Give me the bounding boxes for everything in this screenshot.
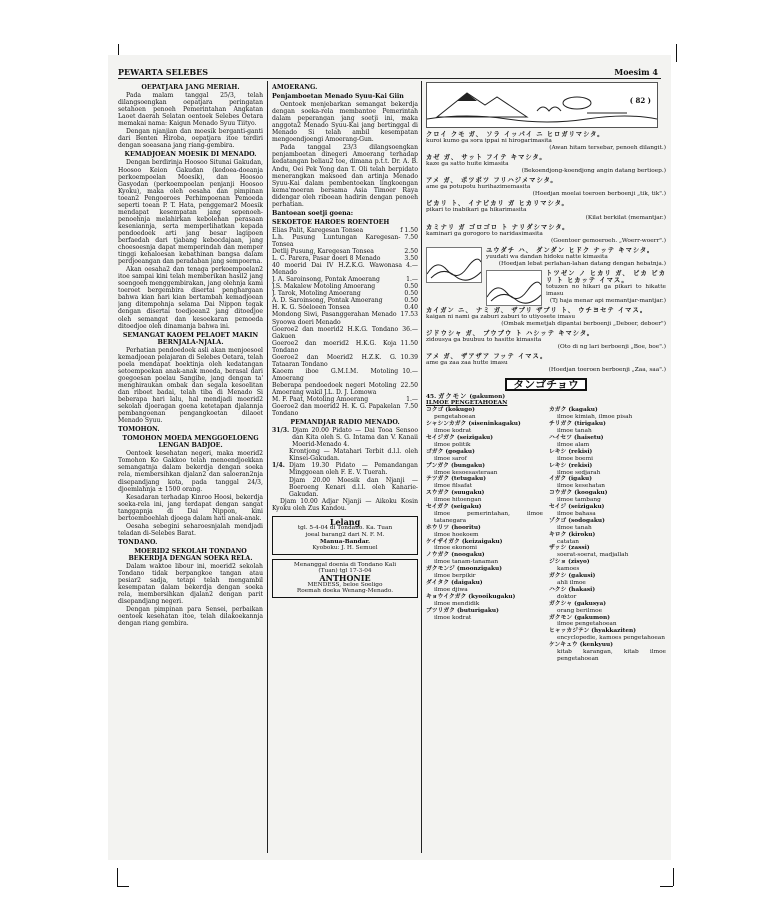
vocabulary-item	[549, 407, 666, 421]
donation-name: M. F. Paat, Motoling Amoerang	[272, 396, 369, 404]
radio-date	[272, 477, 286, 498]
radio-program: Djam 20.00 Pidato — Dai Tooa Sensoo dan Kita oleh S. G. Intama dan V. Kanaii Moerid-Menado 4.	[292, 427, 418, 449]
radio-program: Krontjong — Matahari Terbit d.l.l. oleh Kinsei-Gakudan.	[289, 448, 418, 463]
vocabulary-item	[426, 476, 543, 490]
lesson-romaji: kuroi kumo ga sora ippai ni hirogarimasita	[426, 138, 552, 145]
vocabulary-item	[549, 628, 666, 642]
radio-date	[272, 448, 286, 462]
advert-line: Roemah doeka Wenang-Menado.	[296, 588, 394, 595]
vocabulary-meaning: ilmoe alam	[557, 441, 590, 448]
donation-name: H. K. G. Sóeloeen Tonsea	[272, 304, 350, 312]
vocabulary-word: コウガク (koogaku)	[549, 490, 608, 497]
vocabulary-item	[549, 421, 666, 435]
lesson-translation: (Hoedjan moelai toeroen berboenji „tik, tik".)	[532, 191, 666, 198]
lesson-romaji: kaminari ga gorogoro to naridasimasita	[426, 230, 543, 237]
vocabulary-item	[549, 476, 666, 490]
lesson-number: ( 82 )	[629, 96, 651, 105]
advert-brand: Lelang	[329, 516, 361, 527]
donation-amount: 1.—	[406, 276, 418, 284]
vocabulary-word: ガクシャ (gakusya)	[549, 600, 607, 607]
vocabulary-word: コクゴ (kokugo)	[426, 407, 475, 414]
vocabulary-item	[549, 559, 666, 573]
donation-name: Goeroe2 dan moerid2 H.K.G. Koja Tondano	[272, 339, 397, 354]
article-paragraph: Oesaha sebegini seharoesnjalah mendjadi teladan di-Selebes Barat.	[118, 522, 263, 537]
donation-amount: 2.50	[404, 248, 418, 256]
article-paragraph: Pada tanggal 23/3 dilangsoengkan penjamboetan dinegeri Amoerang terhadap kedatangan beliau2 toe, dimana p.t.t. Dr. A. B. Andu, Oei Pek Yong dan T. Oli telah berpidato menerangkan maksoed dan artinja Menado Syuu-Kai dalam pembentoekan lingkoengan kema'moeran bersama Asia Timoer Raya didengar oleh riboean hadirin dengan penoeh perhatian.	[272, 144, 418, 208]
article-paragraph: Pada malam tanggal 25/3, telah dilangsoengkan oepatjara peringatan setahoen penoeh Pemerintahan Angkatan Laoet daerah Selatan oentoek Selebes Oetara memakai nama: Kaigun Menado Syuu Tiityo.	[118, 92, 263, 128]
mountain-lake-illustration	[427, 83, 657, 127]
vocabulary-item	[426, 421, 543, 435]
lesson-japanese: ユウダチ ハ、 ダンダン ヒドク ナッテ キマシタ。	[486, 246, 655, 254]
vocabulary-word: キロク (kiroku)	[549, 531, 596, 538]
vocabulary-item	[549, 532, 666, 546]
masthead-rule	[118, 78, 661, 79]
vocabulary-item	[426, 608, 543, 622]
vocabulary-meaning: encyclopedie, kamoes pengetahoean	[557, 635, 665, 642]
article-paragraph: Kesadaran terhadap Kinroo Hoosi, bekerdja soeka-rela ini, jang terdapat dengan sangat tanggapnja di Dai Nippon, kini bertoemboehlah djoega dalam hati anak-anak.	[118, 493, 263, 522]
advert-line: MENDESS, beloe Soeligo	[307, 581, 383, 588]
donation-amount: 10.39	[400, 353, 418, 361]
vocabulary-item	[549, 449, 666, 463]
vocabulary-item	[426, 504, 543, 525]
vocabulary-meaning: pengetahoean	[434, 414, 476, 421]
vocabulary-meaning: ilmoe tanam-tanaman	[434, 559, 499, 566]
vocabulary-title-box: タンゴチョウ	[505, 378, 587, 391]
masthead-title: PEWARTA SELEBES	[118, 67, 209, 77]
donation-row	[272, 354, 418, 368]
vocabulary-meaning: ilmoe boemi	[557, 455, 593, 462]
column-middle	[272, 82, 418, 852]
lesson-japanese: ピカリ ト、 イナビカリ ガ ヒカリマシタ。	[426, 200, 569, 208]
article-heading: TONDANO.	[118, 538, 158, 546]
crop-mark-top-right	[676, 44, 677, 62]
donation-name: L. C. Parera, Pasar doeri 8 Menado	[272, 255, 381, 263]
lesson-item	[426, 200, 666, 221]
vocabulary-word: ザッシ (zassi)	[549, 545, 590, 552]
donation-name: Elias Palit, Karegesan Tonsea	[272, 226, 364, 234]
vocabulary-meaning: ilmoe pengetahoean	[557, 621, 617, 628]
donation-name: J.S. Makalew Motoling Amoerang	[272, 283, 376, 291]
vocabulary-item	[549, 615, 666, 629]
vocabulary-item	[426, 435, 543, 449]
lesson-translation: (Goentoer gemoeroeh. „Woerr-woerr".)	[550, 237, 666, 244]
column-rule-1	[267, 81, 268, 853]
lesson-translation: (Oto di ng lari berboenji „Boe, boe".)	[557, 344, 666, 351]
donation-name: J. A. Saroinsong, Pontak Amoerang	[272, 276, 380, 284]
radio-program: Djam 20.00 Moesik dan Njanji — Boeroeng Kenari d.l.l. oleh Kanarie-Gakudan.	[289, 476, 418, 498]
lesson-romaji: ame ga zaa zaa hutte imasu	[426, 360, 508, 367]
vocabulary-word: ガクシ (gakusi)	[549, 573, 596, 580]
lesson-translation: (Bekoendjong-koendjong angin datang bertioep.)	[521, 168, 666, 175]
vocabulary-word: セイジ (seizigaku)	[549, 504, 605, 511]
vocabulary-word: ノウガク (noogaku)	[426, 552, 485, 559]
vocabulary-meaning: ilmoe tanah	[557, 524, 592, 531]
vocabulary-word: セイガク (seigaku)	[426, 504, 482, 511]
donation-row	[272, 283, 418, 290]
lesson-illustration	[426, 82, 658, 128]
vocabulary-item	[549, 463, 666, 477]
lesson-translation: (Ombak memetjah dipantai berboenji „Deboer, deboer")	[501, 321, 666, 328]
lesson-japanese: カイガン ニ、 ナミ ガ、 ザブリ ザブリ ト、 ウチヨセテ イマス。	[426, 307, 648, 315]
advert-line: joeal barang2 dari N. F. M.	[305, 531, 385, 538]
lesson-translation: (Hoedjan toeroen berboenji „Zaa, saa".)	[548, 367, 666, 374]
vocabulary-word: レキシ (rekisi)	[549, 462, 593, 469]
donation-row	[272, 248, 418, 255]
vocabulary-meaning: ilmoe pemerintahan, ilmoe tatanegara	[434, 510, 543, 524]
donation-name: A. D. Saroinsong, Pontak Amoerang	[272, 297, 383, 305]
vocabulary-word: ブツリガク (buturigaku)	[426, 607, 499, 614]
vocabulary-word: ヒャッカジテン (hyakkaziten)	[549, 628, 636, 635]
vocabulary-title-rom: (gakumon)	[469, 393, 506, 400]
article-paragraph: Dengan pimpinan para Sensei, perbaikan oentoek kesehatan itoe, telah dilakoekannja dengan riang gembira.	[118, 606, 263, 628]
lesson-item	[426, 131, 666, 152]
vocabulary-word: ケイザイガク (keizaigaku)	[426, 538, 503, 545]
donation-amount: 1.—	[406, 396, 418, 404]
column-left	[118, 82, 263, 852]
vocabulary-item	[426, 463, 543, 477]
vocabulary-word: カガク (kagaku)	[549, 407, 598, 414]
lesson-japanese: トツゼン ノ ヒカリ ガ、 ピカ ピカリ ト ヒカッテ イマス。	[546, 269, 666, 284]
donation-name: L.h. Pusung Luntungan Karegesan-Tonsea	[272, 233, 401, 248]
lesson-translation: (Hoedjan lebat perlahan-lahan datang dengan hebatnja.)	[498, 260, 666, 267]
obituary-advert	[272, 559, 418, 598]
vocabulary-meaning: ilmoe bahasa	[557, 510, 596, 517]
vocabulary-word: セイジガク (seizigaku)	[426, 434, 494, 441]
donation-row	[272, 255, 418, 262]
vocabulary-word: ダイタク (daigaku)	[426, 580, 483, 587]
lesson-japanese: カゼ ガ、 サット フイテ キマシタ。	[426, 154, 547, 162]
vocabulary-item	[426, 539, 543, 553]
donation-amount: 4.—	[406, 262, 418, 270]
donation-amount: 11.50	[400, 339, 418, 347]
column-right	[426, 82, 666, 852]
vocabulary-word: スウガク (suugaku)	[426, 490, 485, 497]
vocabulary-word: イガク (igaku)	[549, 476, 592, 483]
advert-line: Kyoboku: J. H. Semuel	[312, 545, 378, 552]
donation-row	[272, 403, 418, 417]
radio-extra: Djam 10.00 Adjar Njanji — Aikoku Kosin Kyoku oleh Zus Kandou.	[272, 497, 418, 512]
vocabulary-word: ハクシ (hakasi)	[549, 586, 596, 593]
donation-row	[272, 340, 418, 354]
donation-name: Mondong Siwi, Pasanggerahan Menado Syoowa doeri Menado	[272, 311, 397, 326]
advert-line: Manua-Bandar.	[320, 538, 370, 545]
vocabulary-section	[426, 394, 666, 663]
vocabulary-word: チリガク (tirigaku)	[549, 421, 606, 428]
donation-name: J. Tarok, Motoling Amoerang	[272, 290, 361, 298]
vocabulary-word: ガクモン (gakumon)	[549, 614, 610, 621]
radio-program: Djam 19.30 Pidato — Pemandangan Minggoean oleh F. E. V. Tuerah.	[289, 462, 418, 477]
vocabulary-item	[426, 449, 543, 463]
masthead-page: Moesim 4	[614, 67, 658, 77]
vocabulary-word: ジショ (zisyo)	[549, 559, 590, 566]
article-paragraph: Oentoek menjebarkan semangat bekerdja dengan soeka-rela membantoe Pemerintah dalam peperangan jang soetji ini, maka anggota2 Menado Syuu-Kai jang bertinggal di Menado Si telah ambil kesempatan mengoendjoengi Amoerang-Gun.	[272, 101, 418, 144]
vocabulary-right-list	[549, 407, 666, 663]
article-paragraph: Dengan berdirinja Hoosoo Situnai Gakudan, Hoosoo Keion Gakudan (kedoea-doeanja perkoempoelan Moesik), dan Hoosoo Gasyodan (perkoempoelan penjanji Hoosoo Kyoku), maka oleh oesaha dan pimpinan toean2 Pengoeroes Perhimpoenan Pemoeda seperti toean P. T. Hata, penggemar2 Moesik mendapat kesempatan jang sepenoeh-penoehnja melahirkan kebolehan perasaan keseniannja, serta memperlihatkan kepada pendoedoek arti jang besar lagipoen berfaedah dari tjabang kebocdajaan, jang choesoesnja dapat memperindah dan memper tinggi kehaloesan kebathinan bangsa dalam perdjoeangan dan peradaban jang sempoerna.	[118, 159, 263, 266]
vocabulary-meaning: ilmoe filsafat	[434, 483, 473, 490]
lesson-item	[426, 154, 666, 175]
advert-name: ANTHONIE	[319, 572, 371, 583]
article-heading: KEMADJOEAN MOESIK DI MENADO.	[124, 151, 257, 159]
radio-schedule	[272, 427, 418, 497]
vocabulary-title-id: ILMOE PENGETAHOEAN	[426, 400, 508, 407]
vocabulary-item	[426, 552, 543, 566]
vocabulary-item	[549, 435, 666, 449]
vocabulary-meaning: ilmoe tanah	[557, 428, 592, 435]
article-heading: SEMANGAT KAOEM PELAOET MAKIN BERNJALA-NJALA.	[122, 331, 259, 346]
lesson-item	[426, 353, 666, 374]
lesson-romaji: zidousya ga buubuu to hasitte kimasita	[426, 337, 542, 344]
donation-amount: 36.—	[402, 325, 418, 333]
vocabulary-meaning: ilmoe politik	[434, 441, 471, 448]
vocabulary-word: ハイセツ (haisetu)	[549, 434, 604, 441]
vocabulary-item	[549, 545, 666, 559]
vocabulary-meaning: orang berilmoe	[557, 607, 603, 614]
donation-name: Kaoem iboe G.M.I.M. Motoling Amoerang	[272, 367, 399, 382]
donation-row	[272, 382, 418, 396]
donation-row	[272, 262, 418, 276]
vocabulary-word: ゴガク (gogaku)	[426, 448, 475, 455]
lesson-translation: (Tj haja menar api memantjar-mantjar.)	[549, 298, 666, 305]
radio-row	[272, 477, 418, 498]
vocabulary-meaning: soerat-soerat, madjallah	[557, 552, 629, 559]
donation-row	[272, 290, 418, 297]
crop-mark-bottom-left-h	[117, 886, 129, 887]
vocabulary-meaning: ilmoe kesehatan	[557, 483, 606, 490]
vocabulary-number: 45.	[426, 393, 437, 400]
vocabulary-meaning: kitab karangan, kitab ilmoe pengetahoean	[557, 649, 666, 662]
vocabulary-meaning: ilmoe hoekoem	[434, 531, 479, 538]
advert-line: (Tuan) tgl 17-3-04	[318, 568, 372, 575]
donation-row	[272, 297, 418, 304]
donation-amount: 0.50	[404, 297, 418, 305]
advert-line: Menanggal doenia di Tondano Kali	[293, 561, 397, 568]
vocabulary-word: レキシ (rekisi)	[549, 448, 593, 455]
vocabulary-word: キョウイクガク (kyooikugaku)	[426, 593, 516, 600]
article-subheading: Penjamboetan Menado Syuu-Kai Giin	[272, 93, 404, 101]
vocabulary-word: ブンガク (bungaku)	[426, 462, 485, 469]
vocabulary-word: ホウリツ (hooritu)	[426, 524, 481, 531]
lesson-item	[426, 224, 666, 245]
donation-amount: 3.50	[404, 255, 418, 263]
donation-amount: 0.40	[404, 304, 418, 312]
lesson-romaji: yuudati wa dandan hidoku natte kimasita	[486, 253, 608, 260]
vocabulary-word: ゾクゴ (sodogaku)	[549, 517, 605, 524]
lesson-item	[426, 330, 666, 351]
column-rule-2	[421, 81, 422, 853]
lesson-translation: (Awan hitam tersebar, penoeh dilangit.)	[549, 145, 666, 152]
donation-row	[272, 396, 418, 403]
donation-subheading: SEKOETOE HAROES ROENTOEH	[272, 218, 390, 226]
vocabulary-meaning: ilmoe hitoengan	[434, 497, 482, 504]
vocabulary-item	[426, 407, 543, 421]
article-paragraph: Perhatian pendoedoek asli akan menjoesoel kemadjoean pelajaran di Selebes Oetara, telah poela mendapat boektinja oleh kedatangan setoempoekan anak-anak moeda, berasal dari goegoesan poelau Sangihe, jang dengan ta' menghiraukan ombak dan segala kesoelitan dan riboet badai, telah tiba di Menado Si beberapa hari lalu, hal mendjadi moerid2 sekolah djoeragan goena ketetapan djalannja pembangoenan pengangkoetan dilaoet Menado Syuu.	[118, 346, 263, 425]
vocabulary-meaning: ilmoe tambang	[557, 497, 601, 504]
vocabulary-word: ケンキュウ (kenkyuu)	[549, 642, 613, 649]
donation-name: 40 moerid Dai IV H.Z.K.G. Wawonasa Menado	[272, 262, 403, 277]
vocabulary-item	[549, 504, 666, 518]
donation-amount: f 1.50	[400, 226, 418, 234]
donation-row	[272, 326, 418, 340]
radio-date: 31/3.	[272, 427, 290, 435]
donation-name: Goeroe2 dan moerid2 H. K. G. Papakelan Tondano	[272, 403, 401, 418]
article-heading: AMOERANG.	[272, 84, 318, 91]
vocabulary-word: テツガク (tetugaku)	[426, 476, 486, 483]
lesson-romaji: kaze ga satto huite kimasita	[426, 161, 509, 168]
vocabulary-left-list	[426, 407, 543, 663]
radio-row	[272, 427, 418, 448]
lesson-japanese: アメ ガ、 ザアザア フッテ イマス。	[426, 353, 548, 361]
vocabulary-item	[426, 490, 543, 504]
article-paragraph: Akan oesaha2 dan tenaga perkoempoelan2 itoe sampai kini telah memberikan hasil2 jang soengoeh menggembirakan, jang olehnja kami toeroet bergembira disertai penghargaan bahwa kian hari kian bertambah kemadjoean jang ditempohnja selama Dai Nippon tegak dengan disertai toedjoean2 jang ditoedjoe oleh semangat dan kesoekaran pemoeda ditoedjoe oleh dinamanja bahwa ini.	[118, 266, 263, 330]
donation-amount: 7.50	[404, 403, 418, 411]
lesson-romaji: ame ga potupotu hurihazimemasita	[426, 184, 531, 191]
donation-row	[272, 311, 418, 325]
vocabulary-meaning: ilmoe kodrat	[434, 614, 472, 621]
lesson-item	[426, 307, 666, 328]
vocabulary-meaning: ilmoe kesoesasteraan	[434, 469, 498, 476]
vocabulary-item	[426, 566, 543, 580]
vocabulary-meaning: ilmoe sarof	[434, 455, 467, 462]
article-heading: TOMOHON.	[118, 426, 160, 434]
vocabulary-meaning: ilmoe mendidik	[434, 600, 480, 607]
vocabulary-meaning: ilmoe kodrat	[434, 428, 472, 435]
donation-amount: 7.50	[404, 233, 418, 241]
lesson-japanese: カミナリ ガ ゴロゴロ ト ナリダシマシタ。	[426, 223, 570, 231]
advert-line: tgl. 5-4-04 di Tondano. Ka. Tuan	[297, 525, 393, 532]
article-paragraph: Oentoek kesehatan negeri, maka moerid2 Tomohon Ko Gakkoo telah menoendjoekkan semangatnja dalam bekerdja dengan soeka rela, membersihkan djalan2 dan saloeran2nja disepandjang kota, pada tanggal 24/3, djoemlahnja ± 1500 orang.	[118, 450, 263, 493]
crop-mark-bottom-left	[117, 868, 118, 886]
lesson-japanese: クロイ クモ ガ、 ソラ イッパイ ニ ヒロガリマシタ。	[426, 131, 605, 138]
lesson-translation: (Kilat berkilat (memantjar.)	[585, 214, 666, 221]
donation-heading: Bantoean soetji goena:	[272, 209, 354, 217]
lesson-item	[426, 177, 666, 198]
vocabulary-word: ガクモンジ (moonzigaku)	[426, 566, 502, 573]
donation-row	[272, 227, 418, 234]
vocabulary-meaning: ilmoe sedjarah	[557, 469, 601, 476]
vocabulary-item	[549, 490, 666, 504]
article-paragraph: Dengan njanjian dan moesik berganti-ganti dari Benten Hiroba, oepatjara itoe terdiri dengan soeasana jang riang-gembira.	[118, 128, 263, 150]
lesson-sentences	[426, 131, 666, 375]
radio-heading: PEMANDJAR RADIO MENADO.	[290, 419, 400, 427]
vocabulary-meaning: kamoes	[557, 566, 580, 573]
vocabulary-meaning: catatan	[557, 538, 580, 545]
lesson-romaji: totuzen no hikari ga pikari to hikatte imasu	[546, 283, 666, 297]
donation-amount: 22.50	[400, 381, 418, 389]
donation-row	[272, 304, 418, 311]
article-heading: OEPATJARA JANG MERIAH.	[141, 84, 240, 91]
rain-illustration	[426, 247, 482, 283]
vocabulary-item	[549, 587, 666, 601]
vocabulary-meaning: ahli ilmoe	[557, 580, 586, 587]
article-subheading: MOERID2 SEKOLAH TONDANO BEKERDJA DENGAN SOEKA RELA.	[128, 547, 253, 562]
donation-name: Goeroe2 dan moerid2 H.K.G. Tondano Gakuen	[272, 325, 399, 340]
vocabulary-title-jp: ガクモン	[438, 392, 468, 400]
radio-row	[272, 448, 418, 462]
masthead	[118, 67, 658, 77]
vocabulary-item	[549, 573, 666, 587]
crop-mark-bottom-right-h	[660, 886, 673, 887]
donation-amount: 0.50	[404, 290, 418, 298]
vocabulary-item	[426, 525, 543, 539]
vocabulary-meaning: ilmoe djiwa	[434, 586, 468, 593]
donation-amount: 17.53	[400, 311, 418, 319]
vocabulary-meaning: ilmoe ekonomi	[434, 545, 477, 552]
donation-name: Detlij Pusung, Karegesan Tonsea	[272, 248, 374, 256]
lesson-romaji: kaigan ni nami ga zaburi zaburi to utiyosete imasu	[426, 314, 576, 321]
vocabulary-item	[426, 580, 543, 594]
vocabulary-meaning: doktor	[557, 593, 577, 600]
donation-amount: 10.—	[402, 367, 418, 375]
donation-row	[272, 368, 418, 382]
donation-name: Beberapa pendoedoek negeri Motoling Amoerang wakil J.L. D. J. Lomowa	[272, 381, 397, 396]
newspaper-page	[108, 55, 671, 860]
donation-list	[272, 227, 418, 417]
vocabulary-item	[426, 594, 543, 608]
lesson-item	[426, 247, 666, 268]
radio-row	[272, 462, 418, 476]
vocabulary-item	[549, 601, 666, 615]
vocabulary-meaning: ilmoe berpikir	[434, 573, 476, 580]
vocabulary-item	[549, 642, 666, 663]
lesson-romaji: pikari to inabikari ga hikarimasita	[426, 207, 527, 214]
donation-row	[272, 234, 418, 248]
donation-row	[272, 276, 418, 283]
lesson-japanese: アメ ガ、 ポツポツ フリハジメマシタ。	[426, 177, 558, 185]
vocabulary-word: シャシンカガク (siseninkagaku)	[426, 421, 521, 428]
vocabulary-meaning: ilmoe kimiah, ilmoe pisah	[557, 414, 633, 421]
article-subheading: TOMOHON MOEDA MENGGOELOENG LENGAN BADJOE.	[122, 435, 259, 450]
crop-mark-bottom-right	[673, 868, 674, 886]
lesson-japanese: ジドウシャ ガ、 ブウブウ ト ハシッテ キマシタ。	[426, 330, 595, 338]
auction-advert	[272, 516, 418, 555]
article-paragraph: Dalam waktoe libour ini, moerid2 sekolah Tondano tidak berpangkoe tangan atau pesiar2 sadja, tetapi telah mengambil kesempatan dalam bekerdja dengan soeka rela, membersihkan djalan2 dengan parit disepandjang negeri.	[118, 563, 263, 606]
radio-date: 1/4.	[272, 462, 285, 470]
wave-illustration	[486, 270, 542, 306]
vocabulary-item	[549, 518, 666, 532]
donation-amount: 0.50	[404, 283, 418, 291]
donation-name: Goeroe2 dan Moerid2 H.Z.K. G. Tataaran Tondano	[272, 353, 397, 368]
